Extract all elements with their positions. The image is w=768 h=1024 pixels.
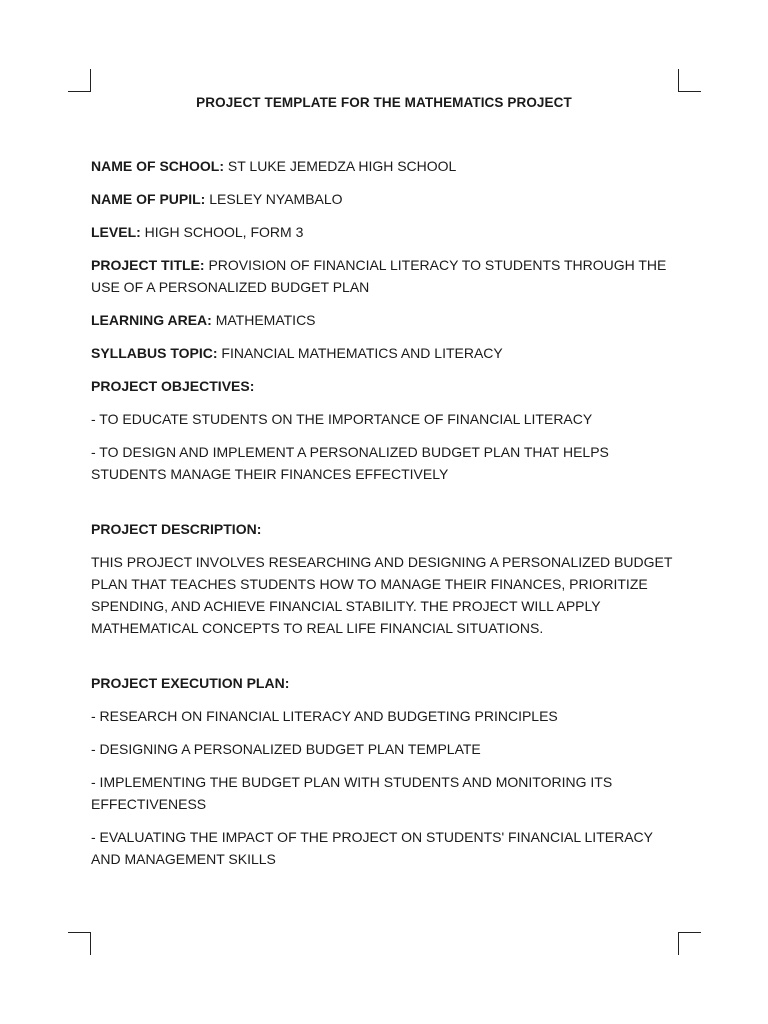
crop-mark-top-right (678, 69, 701, 92)
document-title: PROJECT TEMPLATE FOR THE MATHEMATICS PROJECT (196, 95, 572, 110)
pupil-field (91, 188, 681, 210)
pupil-label: NAME OF PUPIL: (91, 191, 206, 207)
crop-mark-top-left (68, 69, 91, 92)
level-field (91, 221, 681, 243)
level-value: HIGH SCHOOL, FORM 3 (144, 224, 304, 240)
execution-plan-item: - EVALUATING THE IMPACT OF THE PROJECT ON STUDENTS' FINANCIAL LITERACY AND MANAGEMENT SKILLS (91, 829, 653, 867)
objective-item: - TO EDUCATE STUDENTS ON THE IMPORTANCE OF FINANCIAL LITERACY (91, 411, 593, 427)
syllabus-topic-field (91, 342, 681, 364)
execution-plan-item: - DESIGNING A PERSONALIZED BUDGET PLAN TEMPLATE (91, 741, 481, 757)
project-title-field (91, 254, 681, 298)
school-field (91, 155, 681, 177)
description-text: THIS PROJECT INVOLVES RESEARCHING AND DESIGNING A PERSONALIZED BUDGET PLAN THAT TEACHES STUDENTS HOW TO MANAGE THEIR FINANCES, PRIORITIZE SPENDING, AND ACHIEVE FINANCIAL STABILITY. THE PROJECT WILL APPLY MATHEMATICAL CONCEPTS TO REAL LIFE FINANCIAL SITUATIONS. (91, 554, 673, 636)
syllabus-topic-label: SYLLABUS TOPIC: (91, 345, 218, 361)
crop-mark-bottom-left (68, 932, 91, 955)
learning-area-field (91, 309, 681, 331)
school-label: NAME OF SCHOOL: (91, 158, 224, 174)
school-value: ST LUKE JEMEDZA HIGH SCHOOL (227, 158, 457, 174)
project-title-label: PROJECT TITLE: (91, 257, 205, 273)
execution-plan-item: - IMPLEMENTING THE BUDGET PLAN WITH STUDENTS AND MONITORING ITS EFFECTIVENESS (91, 774, 613, 812)
level-label: LEVEL: (91, 224, 141, 240)
execution-plan-heading: PROJECT EXECUTION PLAN: (91, 675, 290, 691)
crop-mark-bottom-right (678, 932, 701, 955)
learning-area-value: MATHEMATICS (215, 312, 316, 328)
pupil-value: LESLEY NYAMBALO (209, 191, 343, 207)
learning-area-label: LEARNING AREA: (91, 312, 212, 328)
objectives-heading: PROJECT OBJECTIVES: (91, 378, 255, 394)
objective-item: - TO DESIGN AND IMPLEMENT A PERSONALIZED BUDGET PLAN THAT HELPS STUDENTS MANAGE THEIR FINANCES EFFECTIVELY (91, 444, 609, 482)
description-heading: PROJECT DESCRIPTION: (91, 521, 262, 537)
document-body (91, 155, 681, 881)
project-title-value: PROVISION OF FINANCIAL LITERACY TO STUDENTS THROUGH THE USE OF A PERSONALIZED BUDGET PLAN (91, 257, 667, 295)
execution-plan-item: - RESEARCH ON FINANCIAL LITERACY AND BUDGETING PRINCIPLES (91, 708, 558, 724)
syllabus-topic-value: FINANCIAL MATHEMATICS AND LITERACY (221, 345, 503, 361)
